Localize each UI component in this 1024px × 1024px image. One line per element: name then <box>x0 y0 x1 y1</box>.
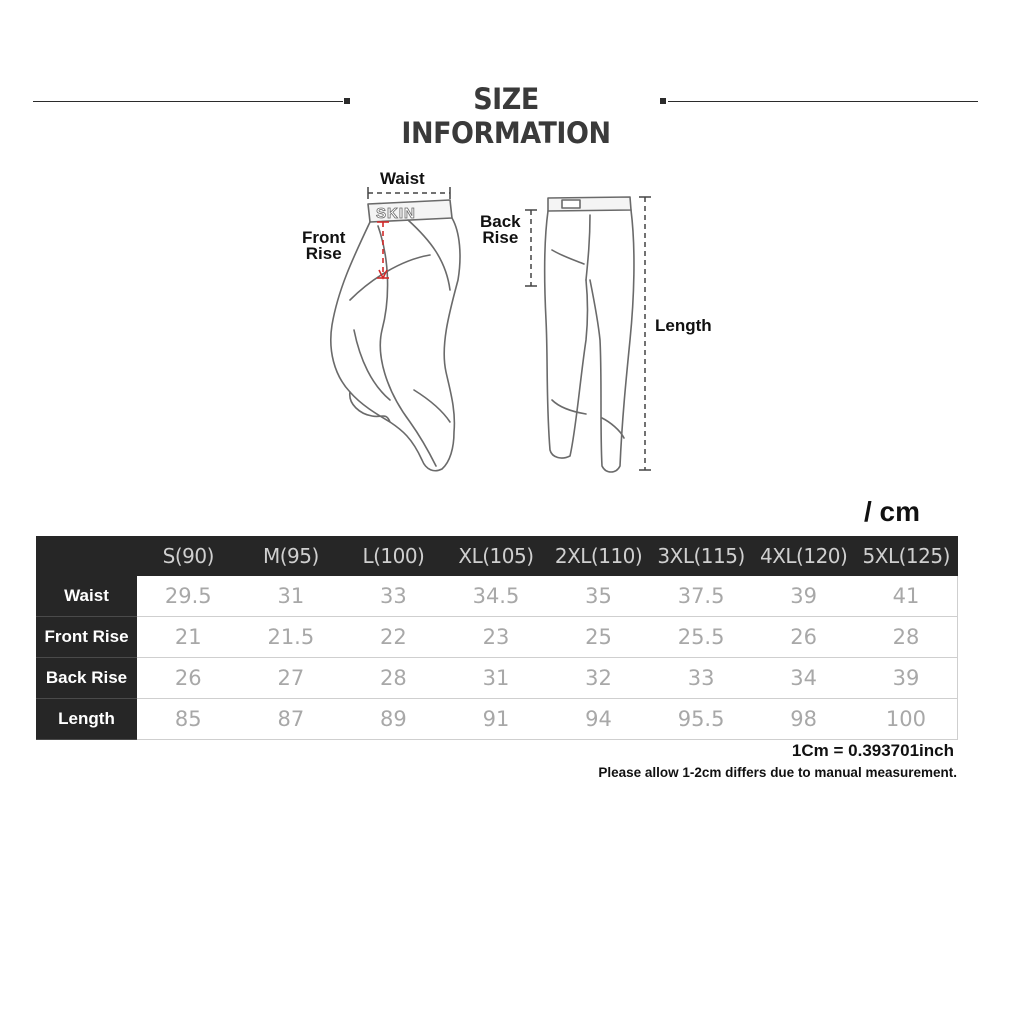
table-cell: 26 <box>137 658 240 699</box>
table-cell: 25 <box>547 617 650 658</box>
row-label: Waist <box>36 576 137 617</box>
size-header: L(100) <box>342 536 445 576</box>
unit-label: / cm <box>864 496 921 527</box>
page-title: SIZE INFORMATION <box>401 82 611 150</box>
table-cell: 33 <box>342 576 445 617</box>
waistband-logo: SKIN <box>376 205 416 222</box>
table-cell: 28 <box>342 658 445 699</box>
back-rise-label-line1: Back <box>480 212 521 231</box>
table-row-back-rise <box>36 658 958 699</box>
front-rise-label-line1: Front <box>302 228 346 247</box>
back-rise-dimension <box>525 210 537 286</box>
table-row-length <box>36 699 958 740</box>
size-header: 2XL(110) <box>547 536 650 576</box>
table-cell: 100 <box>855 699 958 740</box>
header-rule-right <box>668 101 978 102</box>
table-cell: 32 <box>547 658 650 699</box>
table-cell: 25.5 <box>650 617 753 658</box>
table-cell: 37.5 <box>650 576 753 617</box>
front-rise-label-line2: Rise <box>305 244 342 263</box>
length-label: Length <box>655 316 712 335</box>
header-bullet-right <box>660 98 666 104</box>
table-cell: 91 <box>445 699 548 740</box>
table-cell: 89 <box>342 699 445 740</box>
table-cell: 39 <box>855 658 958 699</box>
header-corner <box>36 536 137 576</box>
row-label: Length <box>36 699 137 740</box>
table-cell: 31 <box>240 576 343 617</box>
table-row-waist <box>36 576 958 617</box>
size-header: 5XL(125) <box>855 536 958 576</box>
size-header: M(95) <box>240 536 343 576</box>
size-header: 3XL(115) <box>650 536 753 576</box>
size-diagram <box>290 160 730 490</box>
table-cell: 39 <box>752 576 855 617</box>
front-rise-label <box>302 230 345 262</box>
size-table <box>36 536 958 740</box>
leggings-front-view <box>331 200 460 471</box>
size-header: XL(105) <box>445 536 548 576</box>
waist-label: Waist <box>380 169 425 188</box>
table-cell: 33 <box>650 658 753 699</box>
table-cell: 31 <box>445 658 548 699</box>
header-rule-left <box>33 101 343 102</box>
table-row-front-rise <box>36 617 958 658</box>
table-cell: 87 <box>240 699 343 740</box>
back-rise-label <box>480 214 521 246</box>
table-cell: 34.5 <box>445 576 548 617</box>
row-label: Back Rise <box>36 658 137 699</box>
table-cell: 41 <box>855 576 958 617</box>
size-header-row <box>36 536 958 576</box>
table-cell: 34 <box>752 658 855 699</box>
table-cell: 23 <box>445 617 548 658</box>
header-bullet-left <box>344 98 350 104</box>
table-cell: 28 <box>855 617 958 658</box>
leggings-back-view <box>545 197 634 472</box>
measurement-disclaimer: Please allow 1-2cm differs due to manual measurement. <box>598 765 957 780</box>
row-label: Front Rise <box>36 617 137 658</box>
table-cell: 26 <box>752 617 855 658</box>
table-cell: 98 <box>752 699 855 740</box>
table-cell: 35 <box>547 576 650 617</box>
table-cell: 94 <box>547 699 650 740</box>
table-cell: 21.5 <box>240 617 343 658</box>
length-dimension <box>639 197 651 470</box>
table-cell: 27 <box>240 658 343 699</box>
table-cell: 21 <box>137 617 240 658</box>
conversion-note: 1Cm = 0.393701inch <box>791 741 954 760</box>
table-cell: 85 <box>137 699 240 740</box>
table-cell: 29.5 <box>137 576 240 617</box>
table-cell: 22 <box>342 617 445 658</box>
waist-dimension <box>368 187 450 199</box>
back-rise-label-line2: Rise <box>482 228 519 247</box>
size-header: S(90) <box>137 536 240 576</box>
table-cell: 95.5 <box>650 699 753 740</box>
size-header: 4XL(120) <box>752 536 855 576</box>
